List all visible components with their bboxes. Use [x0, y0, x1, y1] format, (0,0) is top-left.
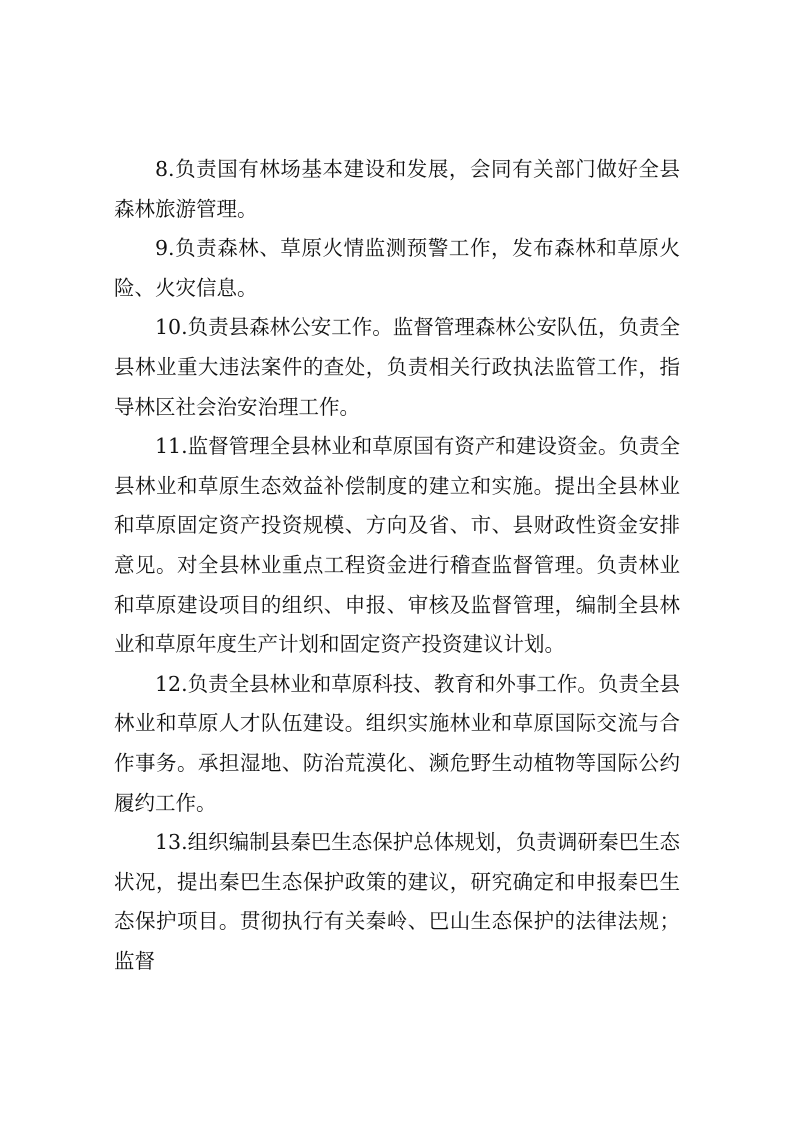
paragraph-item-9: 9.负责森林、草原火情监测预警工作，发布森林和草原火险、火灾信息。: [114, 236, 680, 300]
document-body: [114, 150, 680, 981]
paragraph-item-8: 8.负责国有林场基本建设和发展，会同有关部门做好全县森林旅游管理。: [114, 157, 680, 221]
paragraph-item-10: 10.负责县森林公安工作。监督管理森林公安队伍，负责全县林业重大违法案件的查处，负责相关行政执法监管工作，指导林区社会治安治理工作。: [114, 315, 680, 419]
paragraph-item-13: 13.组织编制县秦巴生态保护总体规划，负责调研秦巴生态状况，提出秦巴生态保护政策的建议，研究确定和申报秦巴生态保护项目。贯彻执行有关秦岭、巴山生态保护的法律法规；监督: [114, 830, 680, 973]
paragraph-item-11: 11.监督管理全县林业和草原国有资产和建设资金。负责全县林业和草原生态效益补偿制度的建立和实施。提出全县林业和草原固定资产投资规模、方向及省、市、县财政性资金安排意见。对全县林业重点工程资金进行稽查监督管理。负责林业和草原建设项目的组织、申报、审核及监督管理，编制全县林业和草原年度生产计划和固定资产投资建议计划。: [114, 434, 680, 657]
paragraph-item-12: 12.负责全县林业和草原科技、教育和外事工作。负责全县林业和草原人才队伍建设。组织实施林业和草原国际交流与合作事务。承担湿地、防治荒漠化、濒危野生动植物等国际公约履约工作。: [114, 671, 680, 815]
